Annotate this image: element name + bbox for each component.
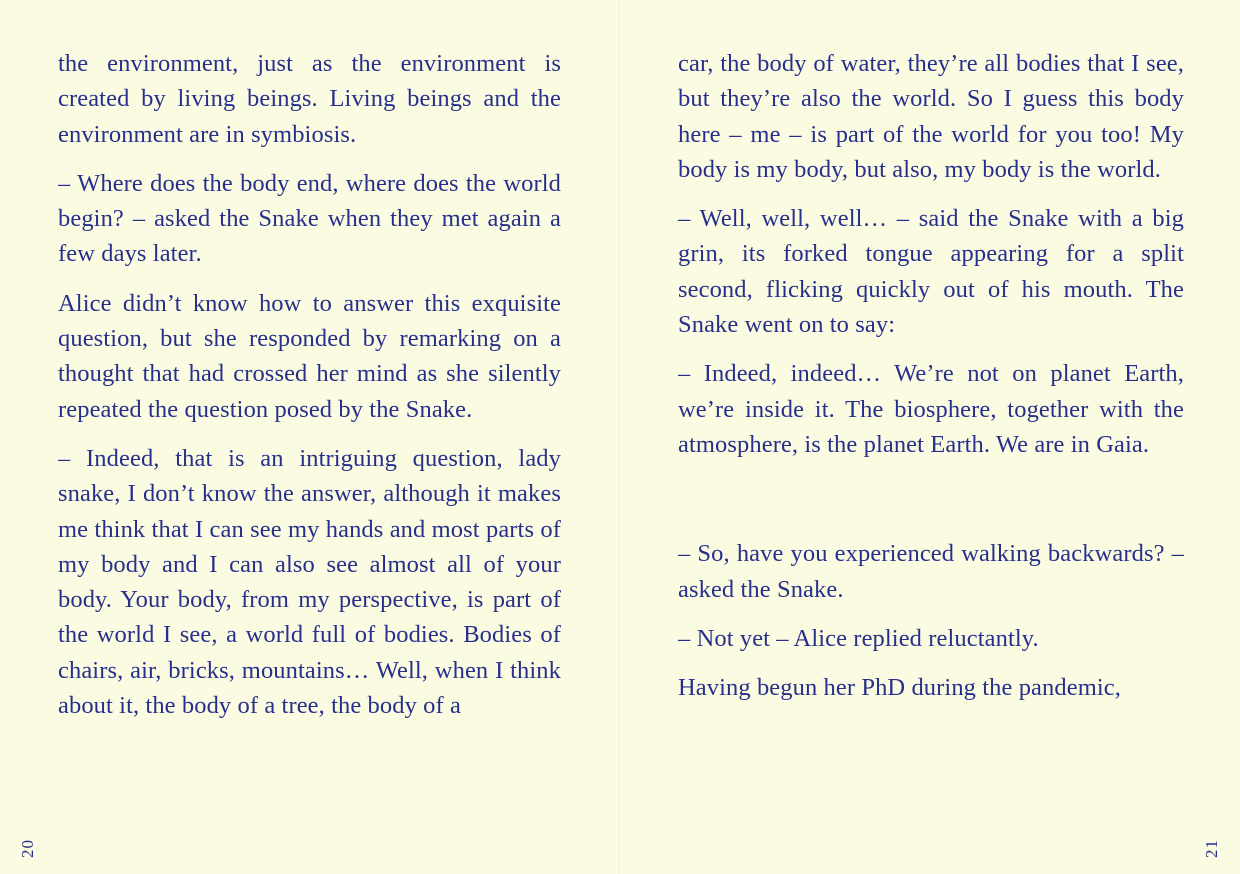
paragraph: – So, have you experienced walking backwards? – asked the Snake. <box>678 540 1184 603</box>
paragraph: Having begun her PhD during the pandemic, <box>678 674 1121 702</box>
paragraph: – Well, well, well… – said the Snake with a big grin, its forked tongue appearing for a split second, flicking quickly out of his mouth. The Snake went on to say: <box>678 205 1184 339</box>
paragraph: – Indeed, indeed… We’re not on planet Earth, we’re inside it. The biosphere, together with the atmosphere, is the planet Earth. We are in Gaia. <box>678 360 1184 458</box>
right-page <box>620 0 1240 874</box>
paragraph: – Where does the body end, where does the world begin? – asked the Snake when they met again a few days later. <box>58 169 561 268</box>
paragraph: car, the body of water, they’re all bodies that I see, but they’re also the world. So I guess this body here – me – is part of the world for you too! My body is my body, but also, my body is the world. <box>678 50 1184 183</box>
paragraph: – Indeed, that is an intriguing question, lady snake, I don’t know the answer, although it makes me think that I can see my hands and most parts of my body and I can also see almost all of your body. Your body, from my perspective, is part of the world I see, a world full of bodies. Bodies of chairs, air, bricks, mountains… Well, when I think about it, the body of a tree, the body of a <box>58 444 561 720</box>
paragraph: the environment, just as the environment is created by living beings. Living beings and the environment are in symbiosis. <box>58 50 561 148</box>
page-number-right: 21 <box>1202 839 1221 858</box>
page-number-left: 20 <box>18 839 37 858</box>
right-page-text-block <box>678 46 1184 814</box>
paragraph: – Not yet – Alice replied reluctantly. <box>678 624 1039 652</box>
paragraph: Alice didn’t know how to answer this exquisite question, but she responded by remarking on a thought that had crossed her mind as she silently repeated the question posed by the Snake. <box>58 289 561 423</box>
left-page-text-block <box>58 46 561 814</box>
